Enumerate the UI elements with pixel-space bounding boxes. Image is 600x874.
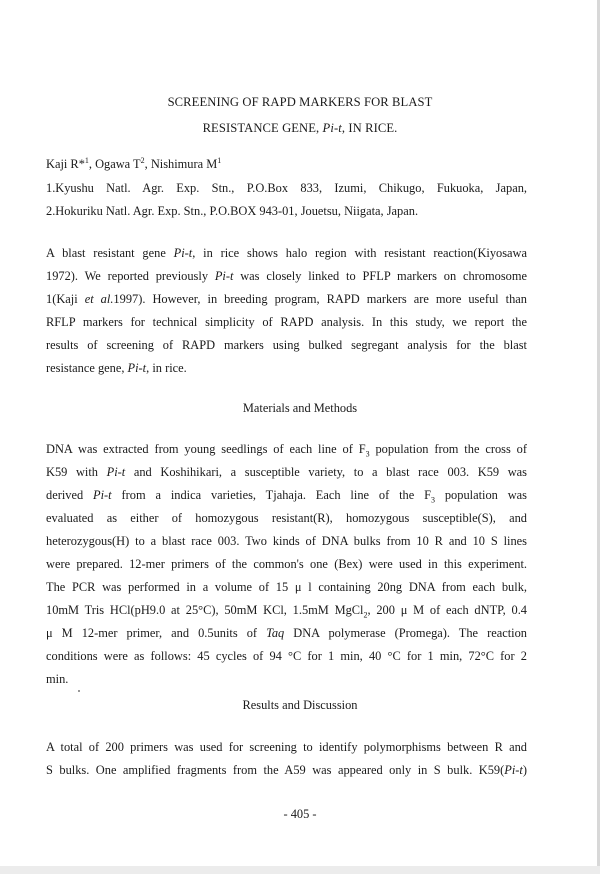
methods-line: heterozygous(H) to a blast race 003. Two kinds of DNA bulks from 10 R and 10 S lines [46,534,527,548]
page-number: - 405 - [283,807,317,821]
author-list: Kaji R*$^1$, Ogawa $T^2$, Nishimura $M^1$ [46,155,222,171]
section-heading-results: Results and Discussion [242,698,358,712]
paper-title-line-1: SCREENING OF RAPD MARKERS FOR BLAST [167,95,433,109]
intro-line: 1972). We reported previously Pi-t was closely linked to PFLP markers on chromosome [46,269,527,283]
affiliation-1: 1.Kyushu Natl. Agr. Exp. Stn., P.O.Box 833, Izumi, Chikugo, Fukuoka, Japan, [46,181,527,195]
methods-line: conditions were as follows: 45 cycles of 94 °C for 1 min, 40 °C for 1 min, 72°C for 2 [46,649,527,663]
results-line: S bulks. One amplified fragments from the A59 was appeared only in S bulk. K59(Pi-t) [46,763,527,777]
intro-line: A blast resistant gene Pi-t, in rice shows halo region with resistant reaction(Kiyosawa [46,246,527,260]
section-heading-methods: Materials and Methods [242,401,358,415]
intro-line: 1(Kaji et al.1997). However, in breeding program, RAPD markers are more useful than [46,292,527,306]
methods-line: were prepared. 12-mer primers of the common's one (Bex) were used in this experiment. [46,557,527,571]
scan-edge-bottom [0,866,600,874]
results-line: A total of 200 primers was used for screening to identify polymorphisms between R and [46,740,527,754]
intro-line: resistance gene, Pi-t, in rice. [46,361,187,375]
intro-line: RFLP markers for technical simplicity of RAPD analysis. In this study, we report the [46,315,527,329]
methods-line: min. [46,672,69,686]
methods-line: derived Pi-t from a indica varieties, Tjahaja. Each line of the $F_3$ population was [46,488,527,505]
methods-line: The PCR was performed in a volume of 15 μ l containing 20ng DNA from each bulk, [46,580,527,594]
scan-speck [78,690,80,692]
intro-line: results of screening of RAPD markers using bulked segregant analysis for the blast [46,338,527,352]
methods-line: K59 with Pi-t and Koshihikari, a susceptible variety, to a blast race 003. K59 was [46,465,527,479]
methods-line: DNA was extracted from young seedlings of each line of $F_3$ population from the cross of [46,442,527,459]
methods-line: μ M 12-mer primer, and 0.5units of Taq DNA polymerase (Promega). The reaction [46,626,527,640]
gene-name: Pi-t [322,121,342,135]
methods-line: evaluated as either of homozygous resistant(R), homozygous susceptible(S), and [46,511,527,525]
paper-title-line-2: RESISTANCE GENE, Pi-t, IN RICE. [202,121,398,135]
affiliation-2: 2.Hokuriku Natl. Agr. Exp. Stn., P.O.BOX 943-01, Jouetsu, Niigata, Japan. [46,204,419,218]
methods-line: 10mM Tris HCl(pH9.0 at 25°C), 50mM KCl, 1.5mM MgCl$_2$, 200 μ M of each dNTP, 0.4 [46,603,528,620]
